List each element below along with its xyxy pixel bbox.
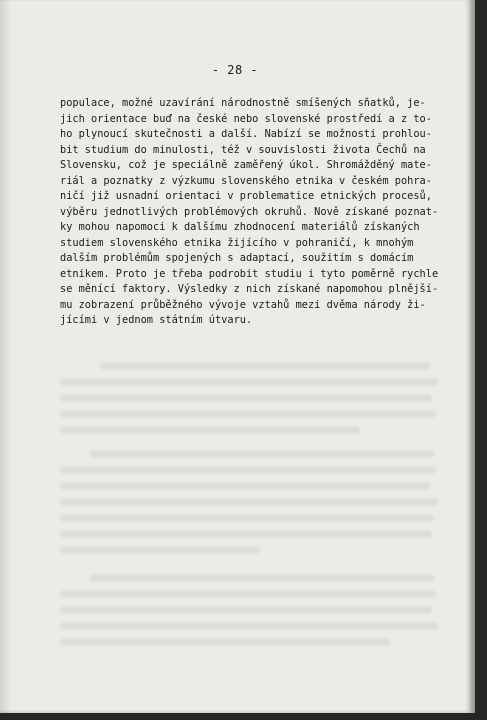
body-paragraph — [60, 96, 440, 329]
bleed-line — [100, 363, 430, 369]
bleed-line — [60, 499, 438, 505]
text-line: ky mohou napomoci k dalšímu zhodnocení materiálů získaných — [60, 221, 420, 233]
bleed-line — [60, 515, 434, 521]
text-line: studiem slovenského etnika žijícího v pohraničí, k mnohým — [60, 236, 414, 249]
bleed-line — [60, 467, 436, 473]
bleed-line — [60, 427, 360, 433]
bleed-line — [60, 623, 438, 629]
bleed-line — [60, 411, 436, 417]
page-stack-edge — [470, 0, 475, 713]
bleed-line — [60, 395, 432, 401]
bleed-line — [60, 607, 432, 613]
text-line: riál a poznatky z výzkumu slovenského etnika v českém pohra- — [60, 174, 432, 187]
text-line: Slovensku, což je speciálně zaměřený úkol. Shromážděný mate- — [60, 159, 432, 171]
bleed-line — [60, 483, 430, 489]
page-number: - 28 - — [211, 63, 259, 77]
text-line: bit studium do minulosti, též v souvislosti života Čechů na — [60, 143, 426, 156]
bleed-line — [60, 379, 438, 385]
bleed-line — [60, 639, 390, 645]
bleed-line — [90, 451, 435, 457]
text-line: ho plynoucí skutečnosti a další. Nabízí se možnosti prohlou- — [60, 128, 432, 140]
text-line: dalším problémům spojených s adaptací, soužitím s domácím — [60, 252, 414, 264]
bleed-line — [60, 531, 432, 537]
spine-shadow — [0, 0, 12, 713]
text-line: jich orientace buď na české nebo slovenské prostředí a z to- — [60, 112, 432, 125]
text-line: mu zobrazení průběžného vývoje vztahů mezi dvěma národy ži- — [60, 298, 426, 311]
bleed-line — [60, 547, 260, 553]
text-line: se měnící faktory. Výsledky z nich získané napomohou plnější- — [60, 283, 439, 295]
text-line: jícími v jednom státním útvaru. — [60, 314, 253, 326]
text-line: etnikem. Proto je třeba podrobit studiu i tyto poměrně rychle — [60, 267, 439, 280]
bleed-line — [60, 591, 436, 597]
bleed-line — [90, 575, 435, 581]
text-line: populace, možné uzavírání národnostně smíšených sňatků, je- — [60, 97, 426, 109]
reverse-side-bleed-through — [60, 325, 440, 655]
text-line: výběru jednotlivých problémových okruhů. Nově získané poznat- — [60, 205, 439, 218]
text-line: ničí již usnadní orientaci v problematice etnických procesů, — [60, 190, 432, 202]
